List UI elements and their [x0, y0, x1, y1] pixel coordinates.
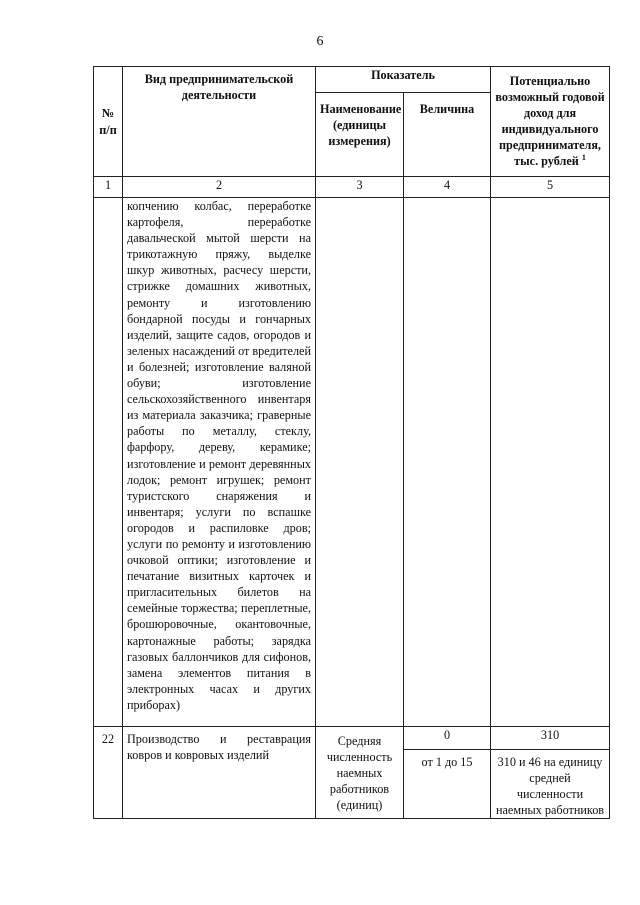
cell-value: от 1 до 15 — [404, 750, 491, 819]
cell-row-num: 22 — [94, 727, 123, 819]
header-income-text: Потенциально возможный годовой доход для индивидуального предпринимателя, тыс. рублей — [495, 74, 605, 169]
header-income — [491, 67, 610, 177]
cell-value-empty — [404, 198, 491, 727]
cell-income: 310 и 46 на единицу средней численности наемных работников — [491, 750, 610, 819]
cell-activity: Производство и реставрация ковров и ковровых изделий — [123, 727, 316, 819]
header-indicator: Показатель — [316, 67, 491, 93]
cell-value: 0 — [404, 727, 491, 750]
header-activity: Вид предпринимательской деятельности — [123, 67, 316, 177]
column-number: 3 — [316, 177, 404, 198]
income-table — [93, 66, 610, 819]
column-number: 5 — [491, 177, 610, 198]
cell-activity-continued: копчению колбас, переработке картофеля, переработке давальческой мытой шерсти на трикотажную пряжу, выделке шкур животных, расчесу шерсти, стрижке домашних животных, ремонту и изготовлению бондарной посуды и гончарных изделий, защите садов, огородов и зеленых насаждений от вредителей и болезней; изготовление валяной обуви; изготовление сельскохозяйственного инвентаря из материала заказчика; граверные работы по металлу, стеклу, фарфору, дереву, керамике; изготовление и ремонт деревянных лодок; ремонт игрушек; ремонт туристского снаряжения и инвентаря; услуги по вспашке огородов и распиловке дров; услуги по ремонту и изготовлению очковой оптики; изготовление и печатание визитных карточек и пригласительных билетов на семейные торжества; переплетные, брошюровочные, окантовочные, картонажные работы; зарядка газовых баллончиков для сифонов, замена элементов питания в электронных часах и других приборах) — [123, 198, 316, 727]
cell-income: 310 — [491, 727, 610, 750]
header-num: № п/п — [94, 67, 123, 177]
cell-income-empty — [491, 198, 610, 727]
column-numbers-row — [94, 177, 610, 198]
page-number: 6 — [316, 34, 324, 49]
cell-indicator-empty — [316, 198, 404, 727]
table-row-22 — [94, 727, 610, 750]
cell-indicator-name: Средняя численность наемных работников (единиц) — [316, 727, 404, 819]
table-row-continued — [94, 198, 610, 727]
header-indicator-name: Наименование (единицы измерения) — [316, 93, 404, 177]
header-income-footnote: 1 — [581, 153, 586, 163]
header-indicator-value: Величина — [404, 93, 491, 177]
cell-num-empty — [94, 198, 123, 727]
column-number: 4 — [404, 177, 491, 198]
column-number: 1 — [94, 177, 123, 198]
column-number: 2 — [123, 177, 316, 198]
